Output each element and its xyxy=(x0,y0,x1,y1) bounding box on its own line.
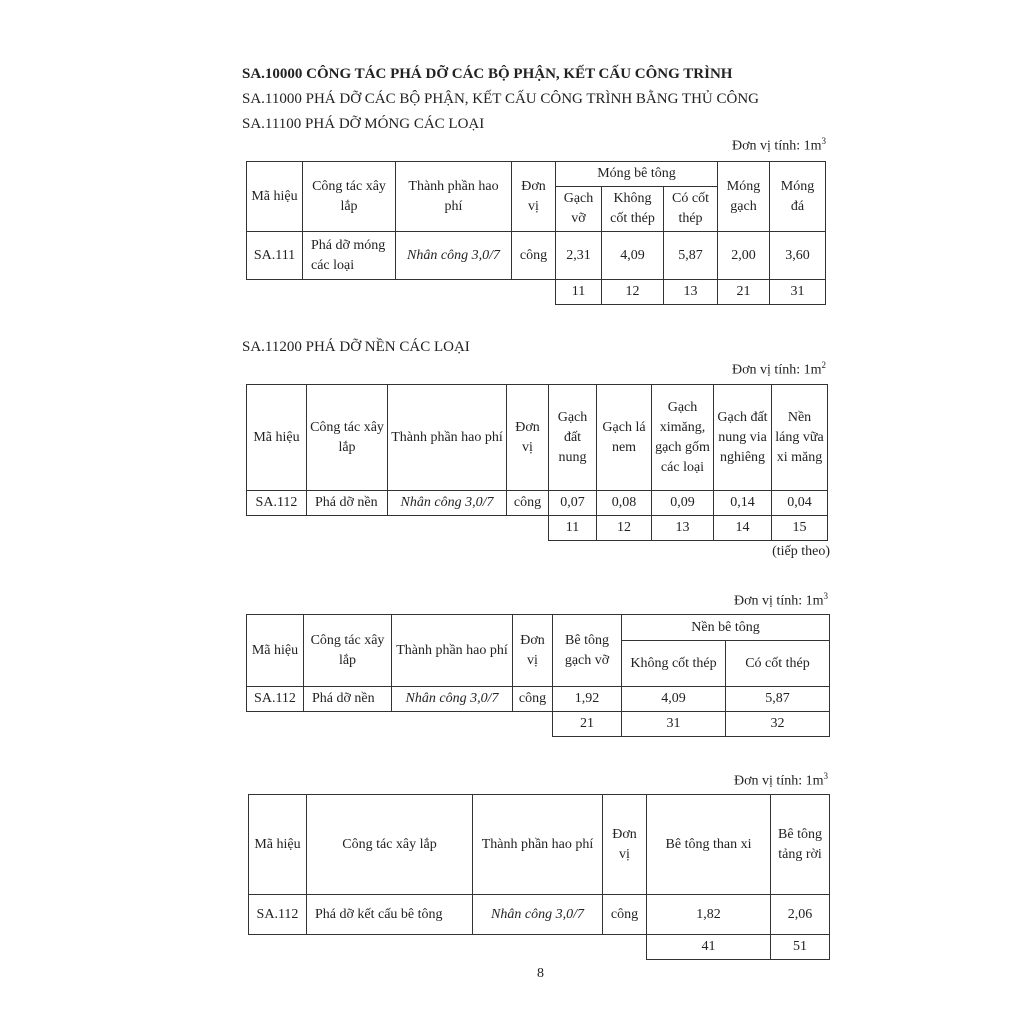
header-col: Không cốt thép xyxy=(602,187,664,232)
cell-code-suffix: 21 xyxy=(718,280,770,305)
cell-code: SA.112 xyxy=(249,895,307,935)
header-ma-hieu: Mã hiệu xyxy=(247,615,304,687)
cell-value: 5,87 xyxy=(664,232,718,280)
header-col: Gạch đất nung xyxy=(549,385,597,491)
header-cong-tac: Công tác xây lắp xyxy=(304,615,392,687)
cell-code: SA.111 xyxy=(247,232,303,280)
unit-label-4: Đơn vị tính: $1m^3$ xyxy=(734,771,828,789)
cell-unit: công xyxy=(512,232,556,280)
page-number: 8 xyxy=(537,966,544,981)
cell-code-suffix: 31 xyxy=(770,280,826,305)
header-cong-tac: Công tác xây lắp xyxy=(303,162,396,232)
table-row xyxy=(249,895,830,935)
header-group: Nền bê tông xyxy=(622,615,830,641)
header-ma-hieu: Mã hiệu xyxy=(247,385,307,491)
cell-labor: Nhân công 3,0/7 xyxy=(392,687,513,712)
unit-label-1: Đơn vị tính: $1m^3$ xyxy=(732,136,826,154)
code-row xyxy=(247,516,828,541)
sub-heading: SA.11000 PHÁ DỠ CÁC BỘ PHẬN, KẾT CẤU CÔNG TRÌNH BẰNG THỦ CÔNG xyxy=(242,91,759,107)
cell-unit: công xyxy=(603,895,647,935)
section-heading-1: SA.11100 PHÁ DỠ MÓNG CÁC LOẠI xyxy=(242,116,485,132)
cell-value: 1,92 xyxy=(553,687,622,712)
table-row xyxy=(247,491,828,516)
cell-value: 0,04 xyxy=(772,491,828,516)
cell-value: 2,00 xyxy=(718,232,770,280)
header-col: Bê tông than xi xyxy=(647,795,771,895)
table-header-row xyxy=(247,615,830,641)
cell-value: 3,60 xyxy=(770,232,826,280)
table-header-row xyxy=(247,162,826,187)
table-row xyxy=(247,232,826,280)
cell-code-suffix: 15 xyxy=(772,516,828,541)
header-thanh-phan: Thành phần hao phí xyxy=(473,795,603,895)
header-col: Móng gạch xyxy=(718,162,770,232)
cell-code-suffix: 11 xyxy=(556,280,602,305)
cell-value: 5,87 xyxy=(726,687,830,712)
cell-labor: Nhân công 3,0/7 xyxy=(388,491,507,516)
cell-code-suffix: 12 xyxy=(602,280,664,305)
header-col: Gạch vỡ xyxy=(556,187,602,232)
header-col: Nền láng vữa xi măng xyxy=(772,385,828,491)
cell-code-suffix: 31 xyxy=(622,712,726,737)
unit-label-3: Đơn vị tính: $1m^3$ xyxy=(734,591,828,609)
table-mong xyxy=(246,161,826,305)
header-don-vi: Đơn vị xyxy=(513,615,553,687)
cell-unit: công xyxy=(513,687,553,712)
unit-label-2: Đơn vị tính: $1m^2$ xyxy=(732,360,826,378)
cell-value: 2,06 xyxy=(771,895,830,935)
cell-code-suffix: 32 xyxy=(726,712,830,737)
header-don-vi: Đơn vị xyxy=(507,385,549,491)
cell-value: 0,14 xyxy=(714,491,772,516)
table-nen-be-tong xyxy=(246,614,830,737)
header-ma-hieu: Mã hiệu xyxy=(247,162,303,232)
code-row xyxy=(249,935,830,960)
cell-labor: Nhân công 3,0/7 xyxy=(396,232,512,280)
header-thanh-phan: Thành phần hao phí xyxy=(388,385,507,491)
code-row xyxy=(247,280,826,305)
cell-value: 0,08 xyxy=(597,491,652,516)
header-col: Có cốt thép xyxy=(664,187,718,232)
header-group: Móng bê tông xyxy=(556,162,718,187)
header-col: Gạch ximăng, gạch gốm các loại xyxy=(652,385,714,491)
cell-code-suffix: 12 xyxy=(597,516,652,541)
header-thanh-phan: Thành phần hao phí xyxy=(396,162,512,232)
cell-work: Phá dỡ móng các loại xyxy=(303,232,396,280)
header-thanh-phan: Thành phần hao phí xyxy=(392,615,513,687)
cell-value: 4,09 xyxy=(602,232,664,280)
header-don-vi: Đơn vị xyxy=(603,795,647,895)
table-nen xyxy=(246,384,828,541)
cell-code-suffix: 13 xyxy=(652,516,714,541)
table-header-row xyxy=(247,385,828,491)
cell-code-suffix: 21 xyxy=(553,712,622,737)
header-ma-hieu: Mã hiệu xyxy=(249,795,307,895)
cell-work: Phá dỡ nền xyxy=(307,491,388,516)
cell-work: Phá dỡ kết cấu bê tông xyxy=(307,895,473,935)
continued-note: (tiếp theo) xyxy=(772,544,830,559)
cell-labor: Nhân công 3,0/7 xyxy=(473,895,603,935)
cell-code: SA.112 xyxy=(247,491,307,516)
header-cong-tac: Công tác xây lắp xyxy=(307,385,388,491)
header-col: Bê tông tảng rời xyxy=(771,795,830,895)
cell-code-suffix: 51 xyxy=(771,935,830,960)
cell-code-suffix: 11 xyxy=(549,516,597,541)
cell-value: 1,82 xyxy=(647,895,771,935)
header-col: Có cốt thép xyxy=(726,641,830,687)
main-heading: SA.10000 CÔNG TÁC PHÁ DỠ CÁC BỘ PHẬN, KẾT CẤU CÔNG TRÌNH xyxy=(242,66,733,82)
cell-value: 0,09 xyxy=(652,491,714,516)
cell-code-suffix: 14 xyxy=(714,516,772,541)
cell-code-suffix: 41 xyxy=(647,935,771,960)
header-col: Gạch lá nem xyxy=(597,385,652,491)
header-col: Không cốt thép xyxy=(622,641,726,687)
table-header-row xyxy=(249,795,830,895)
table-row xyxy=(247,687,830,712)
code-row xyxy=(247,712,830,737)
cell-value: 4,09 xyxy=(622,687,726,712)
section-heading-2: SA.11200 PHÁ DỠ NỀN CÁC LOẠI xyxy=(242,339,470,355)
header-don-vi: Đơn vị xyxy=(512,162,556,232)
cell-value: 2,31 xyxy=(556,232,602,280)
cell-unit: công xyxy=(507,491,549,516)
header-cong-tac: Công tác xây lắp xyxy=(307,795,473,895)
table-ket-cau xyxy=(248,794,830,960)
cell-value: 0,07 xyxy=(549,491,597,516)
cell-work: Phá dỡ nền xyxy=(304,687,392,712)
header-col: Bê tông gạch vỡ xyxy=(553,615,622,687)
cell-code-suffix: 13 xyxy=(664,280,718,305)
header-col: Móng đá xyxy=(770,162,826,232)
cell-code: SA.112 xyxy=(247,687,304,712)
header-col: Gạch đất nung via nghiêng xyxy=(714,385,772,491)
